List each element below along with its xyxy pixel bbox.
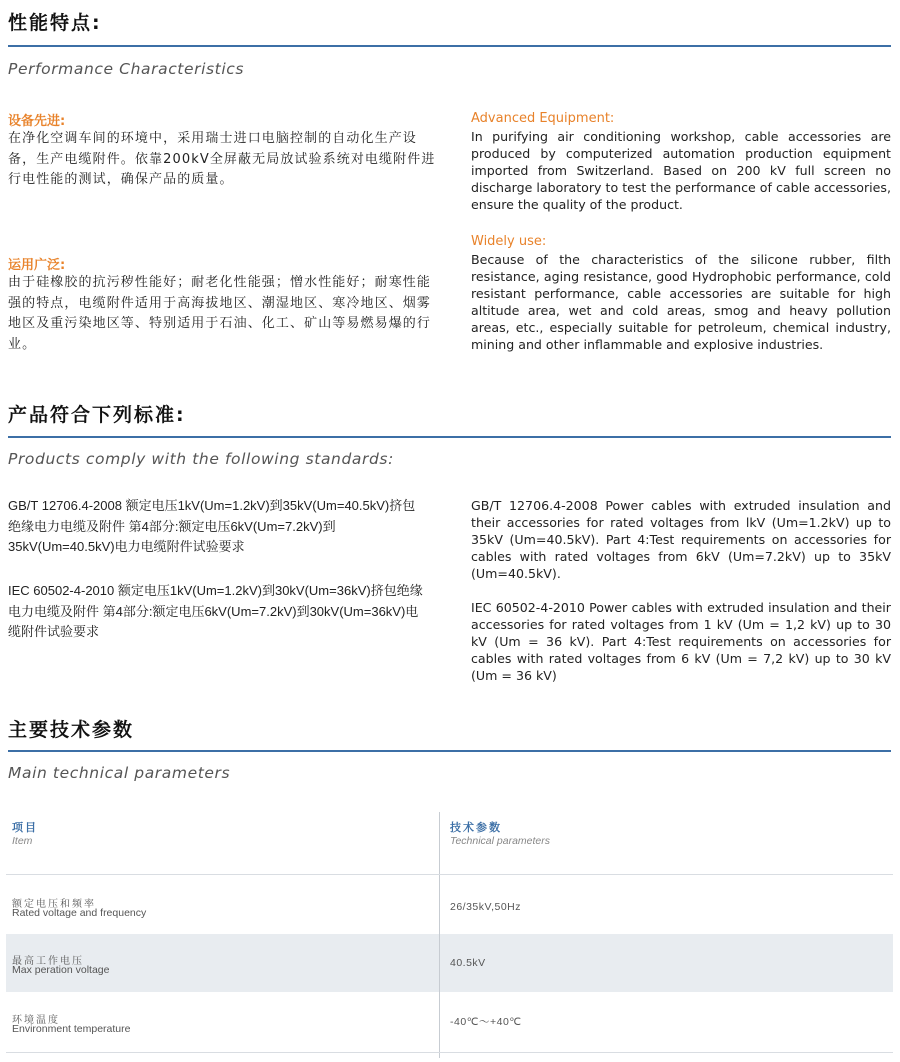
section-divider (8, 436, 891, 438)
table-row-divider (6, 874, 893, 875)
advanced-heading-cn: 设备先进: (8, 114, 66, 129)
widely-text-en: Because of the characteristics of the silicone rubber, filth resistance, aging resistance, good Hydrophobic performance, cold resistant performance, cable accessories are suitable for high altitude area, wet and cold areas, smog and heavy pollution areas, etc., especially suitable for petroleum, chemical industry, mining and other inflammable and explosive industries. (471, 252, 891, 352)
header-value-cn: 技术参数 (450, 821, 502, 834)
row-value: 40.5kV (450, 957, 486, 969)
section-divider (8, 45, 891, 47)
standard-iec-en: IEC 60502-4-2010 Power cables with extruded insulation and their accessories for rated voltages from 1 kV (Um = 1,2 kV) up to 30 kV (Um = 36 kV). Part 4:Test requirements on accessories for cables with rated voltages from 6 kV (Um = 7,2 kV) up to 30 kV (Um = 36 kV) (471, 600, 891, 683)
standards-title-cn: 产品符合下列标准: (8, 404, 186, 426)
parameters-title-en: Main technical parameters (8, 764, 231, 782)
row-label-cn: 额定电压和频率 (12, 899, 96, 910)
row-label-cn: 最高工作电压 (12, 956, 84, 967)
advanced-text-en: In purifying air conditioning workshop, cable accessories are produced by computerized automation production equipment imported from Switzerland. Based on 200 kV full screen no discharge laboratory to test the performance of cable accessories, ensure the quality of the product. (471, 129, 891, 212)
widely-heading-cn: 运用广泛: (8, 258, 66, 273)
header-item-cn: 项目 (12, 821, 38, 834)
header-value-en: Technical parameters (450, 835, 550, 847)
table-row-divider (6, 1052, 893, 1053)
table-column-divider (439, 934, 440, 992)
standards-title-en: Products comply with the following standards: (8, 450, 394, 468)
parameters-title-cn: 主要技术参数 (8, 719, 135, 741)
row-label-en: Environment temperature (12, 1023, 131, 1035)
row-value: -40℃～+40℃ (450, 1016, 522, 1028)
standard-gb-cn: GB/T 12706.4-2008 额定电压1kV(Um=1.2kV)到35kV(Um=40.5kV)挤包绝缘电力电缆及附件 第4部分:额定电压6kV(Um=7.2kV)到35kV(Um=40.5kV)电力电缆附件试验要求 (8, 498, 416, 554)
advanced-heading-en: Advanced Equipment: (471, 111, 615, 126)
section-divider (8, 750, 891, 752)
standard-gb-en: GB/T 12706.4-2008 Power cables with extruded insulation and their accessories for rated voltages from lkV (Um=1.2kV) up to 35kV (Um=40.5kV). Part 4:Test requirements on accessories for cables with rated voltages from 6kV (Um=7.2kV) up to 35kV (Um=40.5kV). (471, 498, 891, 581)
header-item-en: Item (12, 835, 33, 847)
advanced-text-cn: 在净化空调车间的环境中，采用瑞士进口电脑控制的自动化生产设备，生产电缆附件。依靠200kV全屏蔽无局放试验系统对电缆附件进行电性能的测试，确保产品的质量。 (8, 131, 436, 187)
widely-heading-en: Widely use: (471, 234, 547, 249)
standard-iec-cn: IEC 60502-4-2010 额定电压1kV(Um=1.2kV)到30kV(Um=36kV)挤包绝缘电力电缆及附件 第4部分:额定电压6kV(Um=7.2kV)到30kV(Um=36kV)电缆附件试验要求 (8, 583, 423, 639)
row-label-cn: 环境温度 (12, 1015, 60, 1026)
performance-title-en: Performance Characteristics (8, 60, 245, 78)
performance-title-cn: 性能特点: (8, 12, 102, 34)
row-label-en: Max peration voltage (12, 964, 110, 976)
row-value: 26/35kV,50Hz (450, 901, 521, 913)
row-label-en: Rated voltage and frequency (12, 907, 147, 919)
widely-text-cn: 由于硅橡胶的抗污秽性能好；耐老化性能强；憎水性能好；耐寒性能强的特点，电缆附件适用于高海拔地区、潮湿地区、寒冷地区、烟雾地区及重污染地区等、特别适用于石油、化工、矿山等易燃易爆的行业。 (8, 275, 432, 352)
